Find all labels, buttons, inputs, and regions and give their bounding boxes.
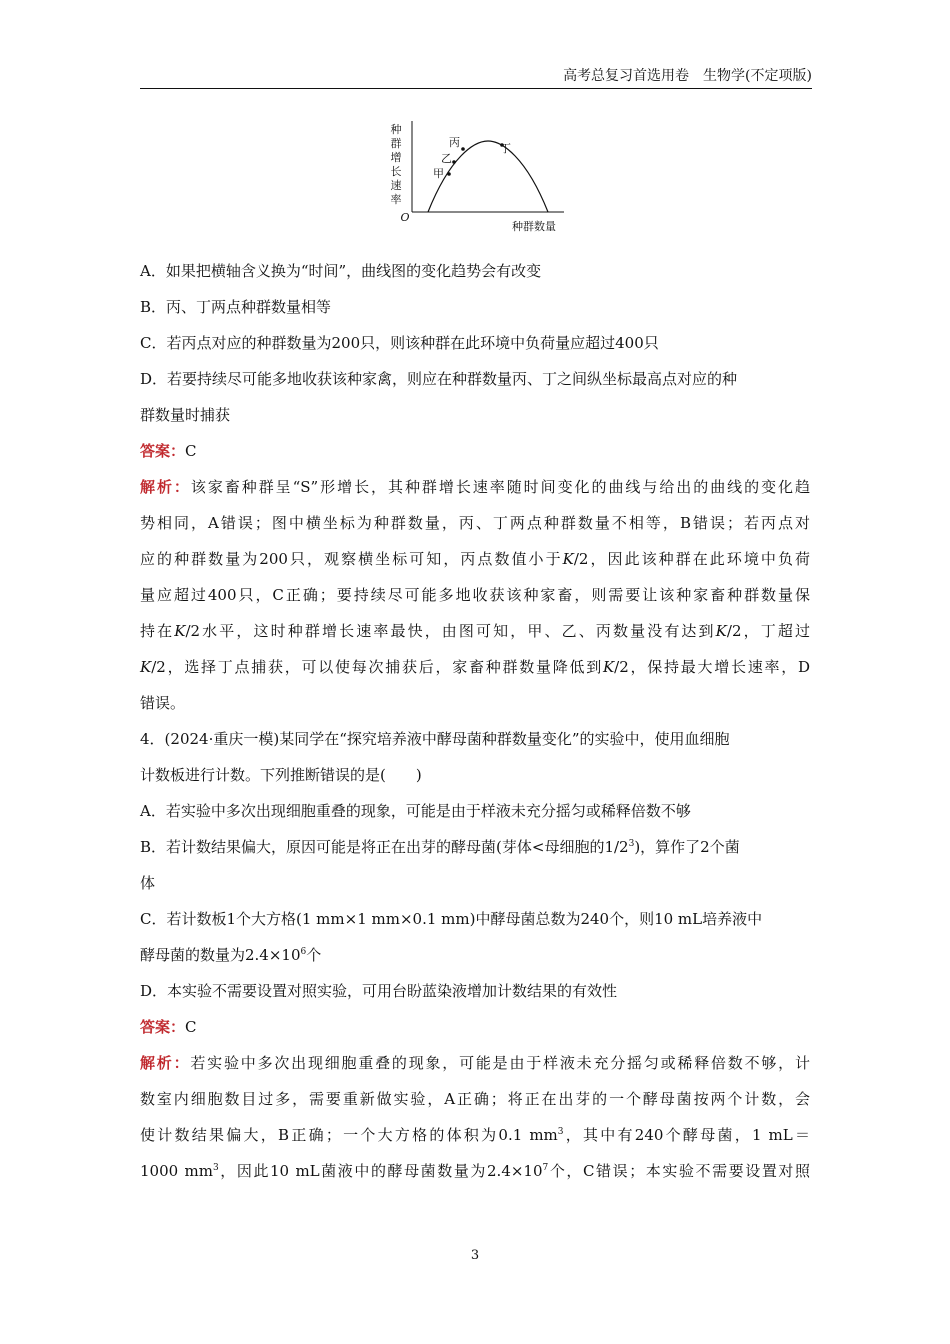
point-ding-label: 丁 (500, 142, 511, 155)
q3-analysis-line2 (140, 505, 810, 541)
point-jia-label: 甲 (433, 167, 444, 180)
analysis-text: 使计数结果偏大，B正确；一个大方格的体积为0.1 mm (140, 1126, 558, 1144)
q3-analysis-line6 (140, 649, 810, 685)
q4-option-c-line2 (140, 937, 810, 973)
q4-option-b-line2: 体 (140, 874, 156, 892)
analysis-text: ，因此该种群在此环境中负荷 (588, 550, 810, 568)
point-bing (461, 147, 465, 151)
superscript: 3 (628, 839, 635, 849)
q4-analysis-line2 (140, 1081, 810, 1117)
answer-label: 答案： (140, 1018, 186, 1036)
q3-analysis-line1 (140, 469, 810, 505)
k-half: /2 (185, 622, 201, 640)
point-jia (447, 172, 451, 176)
q4-answer (140, 1009, 810, 1045)
origin-label: O (400, 211, 410, 224)
answer-value: C (185, 1018, 197, 1036)
q3-analysis-line5 (140, 613, 810, 649)
analysis-text: 水平，这时种群增长速率最快，由图可知，甲、乙、丙数量没有达到 (200, 622, 716, 640)
point-yi-label: 乙 (441, 152, 452, 165)
y-axis-label (391, 123, 402, 206)
q4-option-b-line1 (140, 829, 810, 865)
option-text: 酵母菌的数量为2.4×10 (140, 946, 301, 964)
analysis-text: 1000 mm (140, 1162, 213, 1180)
option-text: 个 (306, 946, 322, 964)
q4-stem-line1: 4．(2024·重庆一模)某同学在“探究培养液中酵母菌种群数量变化”的实验中，使用血细胞 (140, 730, 730, 748)
analysis-text: ，选择丁点捕获，可以使每次捕获后，家畜种群数量降低到 (165, 658, 603, 676)
k-half: /2 (573, 550, 589, 568)
analysis-text: ，保持最大增长速率，D (628, 658, 810, 676)
x-axis-label: 种群数量 (512, 220, 556, 233)
page-number: 3 (470, 1248, 480, 1263)
point-yi (452, 160, 456, 164)
page-body (140, 253, 810, 1189)
analysis-text: 持在 (140, 622, 175, 640)
analysis-text: ，其中有240个酵母菌，1 mL＝ (563, 1126, 810, 1144)
analysis-text: ，因此10 mL菌液中的酵母菌数量为2.4×10 (218, 1162, 543, 1180)
y-axis-label-char: 速 (390, 179, 402, 192)
q3-option-d-line2: 群数量时捕获 (140, 406, 231, 424)
analysis-text: 量应超过400只，C正确；要持续尽可能多地收获该种家畜，则需要让该种家畜种群数量保 (140, 586, 810, 604)
y-axis-label-char: 增 (390, 151, 402, 164)
k-variable: K (562, 550, 574, 568)
q3-option-a: A．如果把横轴含义换为“时间”，曲线图的变化趋势会有改变 (140, 262, 542, 280)
k-variable: K (602, 658, 615, 676)
q3-analysis-line4 (140, 577, 810, 613)
superscript: 3 (212, 1163, 219, 1173)
point-bing-label: 丙 (449, 136, 460, 149)
analysis-text: 个，C错误；本实验不需要设置对照 (548, 1162, 810, 1180)
page-header (140, 66, 812, 89)
analysis-text: 数室内细胞数目过多，需要重新做实验，A正确；将正在出芽的一个酵母菌按两个计数，会 (140, 1090, 810, 1108)
y-axis-label-char: 率 (390, 193, 402, 206)
k-half: /2 (614, 658, 629, 676)
superscript: 3 (557, 1127, 564, 1137)
k-variable: K (174, 622, 186, 640)
growth-rate-curve-figure (388, 117, 568, 239)
y-axis-label-char: 长 (390, 165, 402, 178)
k-variable: K (140, 658, 152, 676)
superscript: 6 (300, 947, 307, 957)
y-axis-label-char: 群 (390, 137, 402, 150)
analysis-label: 解析： (140, 478, 191, 496)
k-half: /2 (726, 622, 742, 640)
analysis-text: 应的种群数量为200只，观察横坐标可知，丙点数值小于 (140, 550, 563, 568)
q3-option-d-line1: D．若要持续尽可能多地收获该种家禽，则应在种群数量丙、丁之间纵坐标最高点对应的种 (140, 370, 738, 388)
analysis-label: 解析： (140, 1054, 191, 1072)
answer-value: C (185, 442, 197, 460)
q3-option-b: B．丙、丁两点种群数量相等 (140, 298, 332, 316)
superscript: 7 (542, 1163, 549, 1173)
option-text: B．若计数结果偏大，原因可能是将正在出芽的酵母菌(芽体<母细胞的1/2 (140, 838, 629, 856)
q3-analysis-line7: 错误。 (140, 694, 186, 712)
y-axis-label-char: 种 (390, 123, 402, 136)
k-variable: K (715, 622, 727, 640)
analysis-text: 若实验中多次出现细胞重叠的现象，可能是由于样液未充分摇匀或稀释倍数不够，计 (190, 1054, 810, 1072)
k-half: /2 (151, 658, 166, 676)
q4-option-d: D．本实验不需要设置对照实验，可用台盼蓝染液增加计数结果的有效性 (140, 982, 618, 1000)
q3-answer (140, 433, 810, 469)
header-title: 高考总复习首选用卷 生物学(不定项版) (563, 68, 812, 84)
q4-analysis-line1 (140, 1045, 810, 1081)
q3-analysis-line3 (140, 541, 810, 577)
q4-option-c-line1: C．若计数板1个大方格(1 mm×1 mm×0.1 mm)中酵母菌总数为240个，则10 mL培养液中 (140, 910, 763, 928)
q3-option-c: C．若丙点对应的种群数量为200只，则该种群在此环境中负荷量应超过400只 (140, 334, 659, 352)
analysis-text: 势相同，A错误；图中横坐标为种群数量，丙、丁两点种群数量不相等，B错误；若丙点对 (140, 514, 810, 532)
analysis-text: 该家畜种群呈“S”形增长，其种群增长速率随时间变化的曲线与给出的曲线的变化趋 (190, 478, 810, 496)
q4-analysis-line4 (140, 1153, 810, 1189)
q4-analysis-line3 (140, 1117, 810, 1153)
analysis-text: ，丁超过 (741, 622, 810, 640)
option-text: )，算作了2个菌 (634, 838, 740, 856)
q4-stem-line2: 计数板进行计数。下列推断错误的是( ) (140, 766, 422, 784)
q4-option-a: A．若实验中多次出现细胞重叠的现象，可能是由于样液未充分摇匀或稀释倍数不够 (140, 802, 691, 820)
answer-label: 答案： (140, 442, 186, 460)
